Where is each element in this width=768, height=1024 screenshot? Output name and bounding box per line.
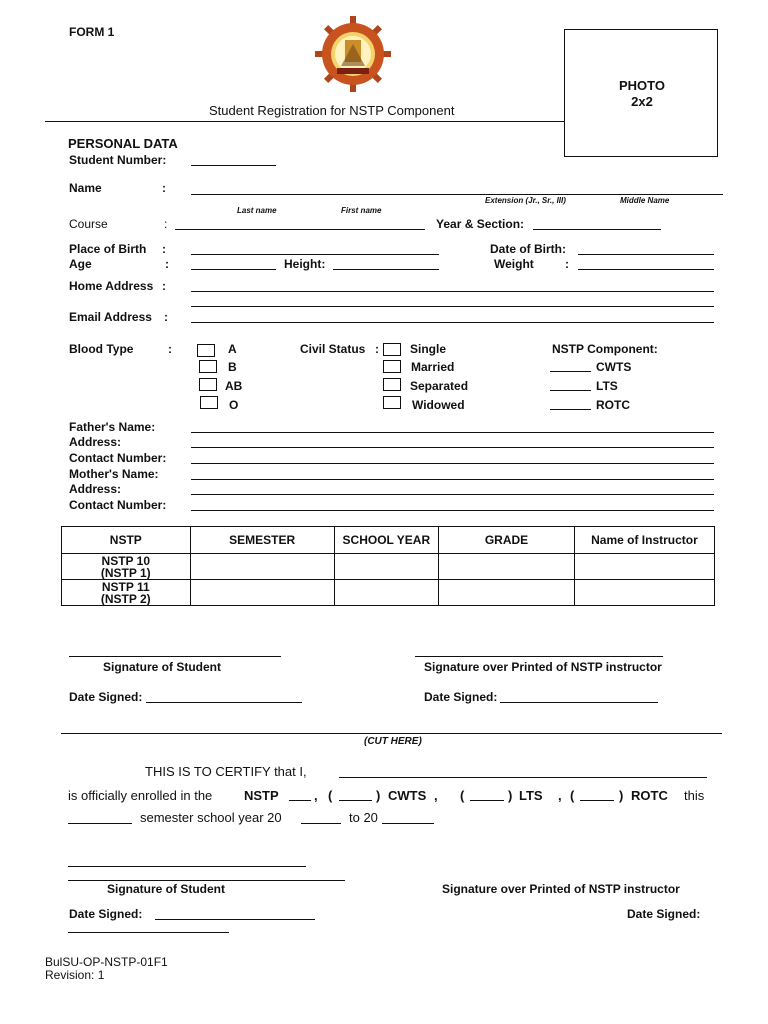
- place-of-birth-field[interactable]: [191, 254, 439, 255]
- mother-address-field[interactable]: [191, 494, 714, 495]
- semester-blank[interactable]: [68, 823, 132, 824]
- civil-widowed-checkbox[interactable]: [383, 396, 401, 409]
- school-year-end-blank[interactable]: [382, 823, 434, 824]
- header-grade: GRADE: [439, 527, 575, 554]
- blood-type-colon: :: [168, 342, 172, 356]
- year-section-field[interactable]: [533, 229, 661, 230]
- mothers-name-field[interactable]: [191, 479, 714, 480]
- nstp-lts-label: LTS: [596, 379, 618, 393]
- nstp-rotc-field[interactable]: [550, 409, 591, 410]
- civil-single-checkbox[interactable]: [383, 343, 401, 356]
- date-of-birth-field[interactable]: [578, 254, 714, 255]
- form-title: Student Registration for NSTP Component: [209, 103, 455, 118]
- fathers-name-field[interactable]: [191, 432, 714, 433]
- personal-data-heading: PERSONAL DATA: [68, 136, 178, 151]
- lower-student-date-field[interactable]: [155, 919, 315, 920]
- lower-student-signature-label: Signature of Student: [107, 882, 225, 896]
- middle-name-caption: Middle Name: [620, 196, 670, 205]
- instructor-date-signed-field[interactable]: [500, 702, 658, 703]
- home-address-field-2[interactable]: [191, 306, 714, 307]
- photo-label: PHOTO: [619, 78, 665, 93]
- form-revision: Revision: 1: [45, 968, 105, 982]
- blood-type-o-label: O: [229, 398, 239, 412]
- table-row: [62, 580, 715, 606]
- first-name-caption: First name: [341, 206, 382, 215]
- civil-single-label: Single: [410, 342, 447, 356]
- instructor-date-signed-label: Date Signed:: [424, 690, 498, 704]
- paren-open-1: (: [328, 788, 333, 803]
- form-number: FORM 1: [69, 25, 115, 39]
- header-instructor: Name of Instructor: [574, 527, 714, 554]
- cell-school-year[interactable]: [334, 554, 438, 580]
- blood-type-ab-label: AB: [225, 379, 243, 393]
- student-signature-line[interactable]: [69, 656, 281, 657]
- cell-semester[interactable]: [190, 580, 334, 606]
- year-section-label: Year & Section:: [436, 217, 525, 231]
- cell-school-year[interactable]: [334, 580, 438, 606]
- civil-married-label: Married: [411, 360, 455, 374]
- table-header-row: [62, 527, 715, 554]
- enrolled-nstp-label: NSTP: [244, 788, 279, 803]
- instructor-signature-line[interactable]: [415, 656, 663, 657]
- logo-seal-icon: [315, 16, 391, 92]
- student-number-field[interactable]: [191, 165, 276, 166]
- mother-contact-field[interactable]: [191, 510, 714, 511]
- student-signature-label: Signature of Student: [103, 660, 221, 674]
- header-semester: SEMESTER: [190, 527, 334, 554]
- rotc-blank[interactable]: [580, 800, 614, 801]
- school-year-start-blank[interactable]: [301, 823, 341, 824]
- nstp-cwts-field[interactable]: [550, 371, 591, 372]
- last-name-caption: Last name: [237, 206, 277, 215]
- cell-semester[interactable]: [190, 554, 334, 580]
- paren-close-1: ): [376, 788, 381, 803]
- email-address-field[interactable]: [191, 322, 714, 323]
- enrolled-this: this: [684, 788, 705, 803]
- email-address-colon: :: [164, 310, 168, 324]
- blood-type-a-label: A: [228, 342, 237, 356]
- weight-colon: :: [565, 257, 569, 271]
- nstp-lts-field[interactable]: [550, 390, 591, 391]
- enrolled-text: is officially enrolled in the: [68, 788, 213, 803]
- civil-widowed-label: Widowed: [412, 398, 465, 412]
- height-label: Height:: [284, 257, 326, 271]
- lower-signature-line-1[interactable]: [68, 866, 306, 867]
- nstp-rotc-label: ROTC: [596, 398, 630, 412]
- lower-student-date-label: Date Signed:: [69, 907, 143, 921]
- enrolled-cwts-label: CWTS: [388, 788, 427, 803]
- course-label: Course: [69, 217, 108, 231]
- age-colon: :: [165, 257, 169, 271]
- civil-separated-checkbox[interactable]: [383, 378, 401, 391]
- enrolled-lts-label: LTS: [519, 788, 543, 803]
- lower-instructor-date-label: Date Signed:: [627, 907, 701, 921]
- father-contact-label: Contact Number:: [69, 451, 167, 465]
- header-nstp: NSTP: [62, 527, 191, 554]
- cell-grade[interactable]: [439, 554, 575, 580]
- student-date-signed-field[interactable]: [146, 702, 302, 703]
- blood-type-b-checkbox[interactable]: [199, 360, 217, 373]
- lower-signature-line-2[interactable]: [68, 880, 345, 881]
- home-address-field[interactable]: [191, 291, 714, 292]
- course-colon: :: [164, 217, 168, 231]
- blood-type-ab-checkbox[interactable]: [199, 378, 217, 391]
- cell-grade[interactable]: [439, 580, 575, 606]
- course-field[interactable]: [175, 229, 425, 230]
- lts-blank[interactable]: [470, 800, 504, 801]
- place-of-birth-label: Place of Birth: [69, 242, 147, 256]
- nstp-cwts-label: CWTS: [596, 360, 632, 374]
- home-address-label: Home Address: [69, 279, 154, 293]
- row-nstp-10: NSTP 10 (NSTP 1): [62, 554, 191, 580]
- lower-instructor-signature-label: Signature over Printed of NSTP instructor: [442, 882, 680, 896]
- blood-type-o-checkbox[interactable]: [200, 396, 218, 409]
- civil-status-colon: :: [375, 342, 379, 356]
- row-nstp-11: NSTP 11 (NSTP 2): [62, 580, 191, 606]
- nstp-component-label: NSTP Component:: [552, 342, 658, 356]
- mother-address-label: Address:: [69, 482, 122, 496]
- lower-extra-line[interactable]: [68, 932, 229, 933]
- paren-open-3: (: [570, 788, 575, 803]
- weight-label: Weight: [494, 257, 534, 271]
- comma-3: ,: [558, 788, 562, 803]
- enrolled-rotc-label: ROTC: [631, 788, 668, 803]
- semester-text: semester school year 20: [140, 810, 282, 825]
- cut-line: [61, 733, 722, 734]
- email-address-label: Email Address: [69, 310, 152, 324]
- height-field[interactable]: [333, 269, 439, 270]
- civil-separated-label: Separated: [410, 379, 469, 393]
- to-text: to 20: [349, 810, 378, 825]
- name-colon: :: [162, 181, 166, 195]
- cut-here-label: (CUT HERE): [364, 736, 422, 747]
- student-date-signed-label: Date Signed:: [69, 690, 143, 704]
- cwts-blank[interactable]: [339, 800, 372, 801]
- header-school-year: SCHOOL YEAR: [334, 527, 438, 554]
- weight-field[interactable]: [578, 269, 714, 270]
- cell-instructor[interactable]: [574, 554, 714, 580]
- age-label: Age: [69, 257, 92, 271]
- paren-close-3: ): [619, 788, 624, 803]
- cell-instructor[interactable]: [574, 580, 714, 606]
- form-code: BulSU-OP-NSTP-01F1: [45, 955, 168, 969]
- table-row: [62, 554, 715, 580]
- extension-caption: Extension (Jr., Sr., III): [485, 196, 566, 205]
- university-logo: [315, 16, 391, 92]
- date-of-birth-label: Date of Birth:: [490, 242, 566, 256]
- photo-size: 2x2: [631, 94, 653, 109]
- civil-married-checkbox[interactable]: [383, 360, 401, 373]
- certify-text: THIS IS TO CERTIFY that I,: [145, 764, 307, 779]
- name-label: Name: [69, 181, 102, 195]
- blood-type-label: Blood Type: [69, 342, 134, 356]
- certify-name-field[interactable]: [339, 777, 707, 778]
- instructor-signature-label: Signature over Printed of NSTP instructor: [424, 660, 662, 674]
- comma-1: ,: [314, 788, 318, 803]
- header-rule: [45, 121, 564, 122]
- paren-open-2: (: [460, 788, 465, 803]
- nstp-blank[interactable]: [289, 800, 311, 801]
- father-contact-field[interactable]: [191, 463, 714, 464]
- comma-2: ,: [434, 788, 438, 803]
- name-field[interactable]: [191, 194, 723, 195]
- mother-contact-label: Contact Number:: [69, 498, 167, 512]
- paren-close-2: ): [508, 788, 513, 803]
- blood-type-b-label: B: [228, 360, 237, 374]
- photo-box[interactable]: [564, 29, 718, 157]
- place-of-birth-colon: :: [162, 242, 166, 256]
- blood-type-a-checkbox[interactable]: [197, 344, 215, 357]
- home-address-colon: :: [162, 279, 166, 293]
- fathers-name-label: Father's Name:: [69, 420, 156, 434]
- civil-status-label: Civil Status: [300, 342, 366, 356]
- mothers-name-label: Mother's Name:: [69, 467, 159, 481]
- father-address-field[interactable]: [191, 447, 714, 448]
- age-field[interactable]: [191, 269, 276, 270]
- nstp-grades-table: [61, 526, 715, 606]
- student-number-label: Student Number:: [69, 153, 167, 167]
- father-address-label: Address:: [69, 435, 122, 449]
